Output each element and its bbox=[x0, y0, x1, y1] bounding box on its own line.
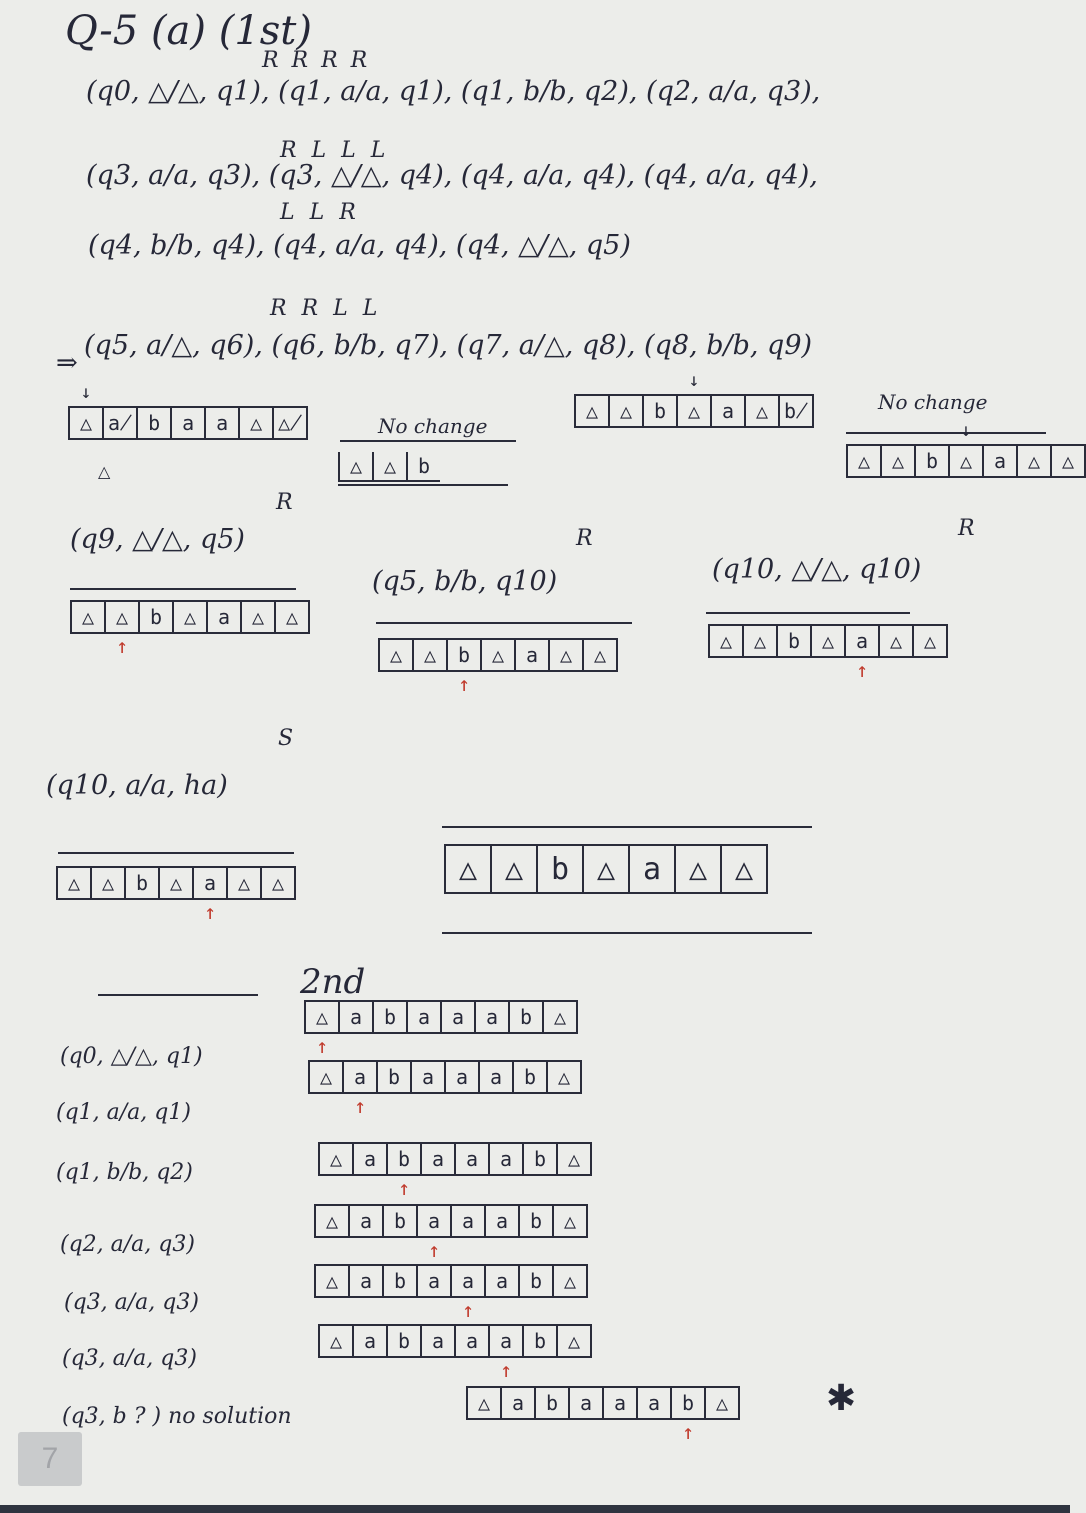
second-step-7: (q3, b ? ) no solution bbox=[62, 1404, 292, 1429]
tape-cell: a bbox=[354, 1326, 388, 1356]
tape-cell: a ↑ bbox=[418, 1206, 452, 1236]
tape-cell: a ↑ bbox=[452, 1266, 486, 1296]
tape-cell: △ bbox=[285, 605, 299, 629]
tape-a bbox=[68, 406, 308, 440]
tape-cell: a ↑ bbox=[344, 1062, 378, 1092]
tape-cell: b bbox=[510, 1002, 544, 1032]
second-step-4: (q2, a/a, q3) bbox=[60, 1232, 195, 1257]
tape-cell: a bbox=[984, 446, 1018, 476]
tape-overline bbox=[58, 852, 294, 854]
second-step-1: (q0, △/△, q1) bbox=[60, 1044, 203, 1069]
direction-q10: R bbox=[958, 516, 975, 541]
tape-cell: △ bbox=[576, 396, 610, 426]
tape-cell: △ bbox=[242, 602, 276, 632]
tape-cell: b bbox=[536, 1388, 570, 1418]
tape-cell: b bbox=[538, 846, 584, 892]
direction-labels-line1: R R R R bbox=[262, 48, 368, 73]
tape-cell: a bbox=[412, 1062, 446, 1092]
tape-cell: △ ↑ bbox=[306, 1002, 340, 1032]
tape-q9 bbox=[70, 600, 310, 634]
tape-cell: a bbox=[486, 1206, 520, 1236]
tape-cell: a bbox=[476, 1002, 510, 1032]
tape-cell: a bbox=[350, 1266, 384, 1296]
tape-cell: △ bbox=[320, 1144, 354, 1174]
tape-cell: b bbox=[520, 1266, 554, 1296]
tape-overline bbox=[442, 826, 812, 828]
direction-labels-line3: L L R bbox=[280, 200, 356, 225]
tape-cell: △ ↑ bbox=[106, 602, 140, 632]
tape-cell: △ bbox=[563, 1209, 577, 1233]
tape-cell: ↓ △ bbox=[678, 396, 712, 426]
tape-cell: △ bbox=[734, 851, 754, 887]
transition-line-1: (q0, △/△, q1), (q1, a/a, q1), (q1, b/b, q2), (q2, a/a, q3), bbox=[86, 76, 821, 107]
tape-cell: a bbox=[208, 602, 242, 632]
tape-cell: a ↑ bbox=[846, 626, 880, 656]
tape-cell: △ bbox=[848, 446, 882, 476]
tape-cell: △ bbox=[58, 868, 92, 898]
tape-cell: △ bbox=[380, 640, 414, 670]
tape-cell: △ bbox=[880, 626, 914, 656]
tape-cell: a bbox=[446, 1062, 480, 1092]
tape-cell: b bbox=[126, 868, 160, 898]
tape-cell: a bbox=[350, 1206, 384, 1236]
tape-cell: △ bbox=[1061, 449, 1075, 473]
page-title: Q-5 (a) (1st) bbox=[65, 8, 312, 54]
tape-cell: △ bbox=[715, 1391, 729, 1415]
tape-b bbox=[338, 452, 440, 482]
transition-line-3: (q4, b/b, q4), (q4, a/a, q4), (q4, △/△, q5) bbox=[88, 230, 631, 261]
tape-cell: a bbox=[490, 1144, 524, 1174]
tape-cell: △ bbox=[550, 640, 584, 670]
tape-cell: a bbox=[630, 846, 676, 892]
tape-cell: a bbox=[456, 1144, 490, 1174]
tape-cell: △ bbox=[374, 452, 408, 480]
tape-cell: ↓ △ bbox=[950, 446, 984, 476]
tape-cell: △ bbox=[310, 1062, 344, 1092]
tape-cell: a bbox=[638, 1388, 672, 1418]
tape-cell: △ bbox=[446, 846, 492, 892]
tape-cell: a bbox=[422, 1326, 456, 1356]
tape-cell: ↓ △ bbox=[70, 408, 104, 438]
direction-labels-line4: R R L L bbox=[270, 296, 378, 321]
tape-cell: a bbox=[418, 1266, 452, 1296]
tape-cell: a bbox=[442, 1002, 476, 1032]
second-tape-6 bbox=[318, 1324, 592, 1358]
tape-cell: △ bbox=[316, 1206, 350, 1236]
page-number: 7 bbox=[18, 1432, 82, 1486]
tape-cell: b bbox=[138, 408, 172, 438]
tape-cell: △ bbox=[584, 846, 630, 892]
tape-cell: a bbox=[712, 396, 746, 426]
tape-cell: b bbox=[374, 1002, 408, 1032]
transition-line-2: (q3, a/a, q3), (q3, △/△, q4), (q4, a/a, q4), (q4, a/a, q4), bbox=[86, 160, 818, 191]
tape-b-underline bbox=[338, 484, 508, 486]
tape-cell: △ bbox=[482, 640, 516, 670]
tape-cell: b bbox=[778, 626, 812, 656]
tape-cell: △ bbox=[492, 846, 538, 892]
tape-cell: a bbox=[354, 1144, 388, 1174]
tape-cell: △ bbox=[567, 1147, 581, 1171]
tape-c bbox=[574, 394, 814, 428]
tape-cell: b bbox=[514, 1062, 548, 1092]
direction-labels-line2: R L L L bbox=[280, 138, 386, 163]
note-underline bbox=[846, 432, 1046, 434]
tape-cell: b ↑ bbox=[448, 640, 482, 670]
tape-cell: △ bbox=[414, 640, 448, 670]
tape-cell: △ bbox=[882, 446, 916, 476]
direction-final: S bbox=[278, 726, 294, 751]
tape-cell: △ bbox=[174, 602, 208, 632]
tape-cell: a ↑ bbox=[194, 868, 228, 898]
tape-cell: △ bbox=[744, 626, 778, 656]
tape-cell: a bbox=[206, 408, 240, 438]
tape-cell: a bbox=[570, 1388, 604, 1418]
tape-cell: a bbox=[452, 1206, 486, 1236]
tape-cell: b ↑ bbox=[672, 1388, 706, 1418]
bottom-bar bbox=[0, 1505, 1070, 1513]
transition-q5: (q5, b/b, q10) bbox=[372, 566, 558, 597]
tape-cell: △ bbox=[468, 1388, 502, 1418]
tape-cell: △ bbox=[72, 602, 106, 632]
tape-q10 bbox=[708, 624, 948, 658]
tape-cell: △ bbox=[240, 408, 274, 438]
tape-q5 bbox=[378, 638, 618, 672]
tape-cell: △ bbox=[563, 1269, 577, 1293]
second-label: 2nd bbox=[300, 962, 366, 1002]
second-tape-5 bbox=[314, 1264, 588, 1298]
tape-overline bbox=[70, 588, 296, 590]
tape-cell: △ bbox=[710, 626, 744, 656]
second-step-5: (q3, a/a, q3) bbox=[64, 1290, 199, 1315]
tape-cell: a̸ bbox=[104, 408, 138, 438]
tape-cell: △ bbox=[271, 871, 285, 895]
transition-q10: (q10, △/△, q10) bbox=[712, 554, 922, 585]
tape-cell: b bbox=[524, 1326, 558, 1356]
tape-cell: b ↑ bbox=[388, 1144, 422, 1174]
section-divider bbox=[98, 994, 258, 996]
tape-cell: △ bbox=[320, 1326, 354, 1356]
tape-cell: b bbox=[520, 1206, 554, 1236]
tape-underline bbox=[442, 932, 812, 934]
second-tape-2 bbox=[308, 1060, 582, 1094]
no-change-note-2: No change bbox=[878, 390, 988, 414]
tape-cell: b bbox=[140, 602, 174, 632]
tape-cell: a bbox=[480, 1062, 514, 1092]
tape-cell: △ bbox=[316, 1266, 350, 1296]
tape-cell: b̸ bbox=[784, 399, 809, 423]
tape-cell: △̸ bbox=[278, 411, 303, 435]
tape-cell: a bbox=[516, 640, 550, 670]
tape-cell: △ bbox=[923, 629, 937, 653]
no-change-note-1: No change bbox=[378, 414, 488, 438]
tape-cell: b bbox=[417, 454, 431, 478]
second-step-2: (q1, a/a, q1) bbox=[56, 1100, 191, 1125]
final-tape bbox=[444, 844, 768, 894]
second-step-6: (q3, a/a, q3) bbox=[62, 1346, 197, 1371]
transition-final: (q10, a/a, ha) bbox=[46, 770, 228, 801]
tape-cell: △ bbox=[610, 396, 644, 426]
second-tape-7 bbox=[466, 1386, 740, 1420]
tape-cell: △ bbox=[567, 1329, 581, 1353]
tape-cell: △ bbox=[553, 1005, 567, 1029]
tape-cell: b bbox=[384, 1206, 418, 1236]
tape-cell: b bbox=[388, 1326, 422, 1356]
tape-overline bbox=[376, 622, 632, 624]
second-tape-3 bbox=[318, 1142, 592, 1176]
tape-cell: b bbox=[524, 1144, 558, 1174]
tape-cell: △ bbox=[593, 643, 607, 667]
transition-line-4: (q5, a/△, q6), (q6, b/b, q7), (q7, a/△, q8), (q8, b/b, q9) bbox=[84, 330, 813, 361]
direction-q5: R bbox=[576, 526, 593, 551]
direction-q9: R bbox=[276, 490, 293, 515]
second-step-3: (q1, b/b, q2) bbox=[56, 1160, 193, 1185]
tape-cell: a bbox=[502, 1388, 536, 1418]
tape-cell: △ bbox=[92, 868, 126, 898]
tape-cell: △ bbox=[676, 846, 722, 892]
tape-cell: a bbox=[456, 1326, 490, 1356]
tape-cell: b bbox=[378, 1062, 412, 1092]
tape-cell: a bbox=[486, 1266, 520, 1296]
tape-cell: a bbox=[422, 1144, 456, 1174]
tape-cell: b bbox=[916, 446, 950, 476]
tape-cell: △ bbox=[228, 868, 262, 898]
tape-cell: a bbox=[604, 1388, 638, 1418]
second-tape-4 bbox=[314, 1204, 588, 1238]
tape-a-sub-symbol: △ bbox=[98, 462, 111, 481]
tape-d bbox=[846, 444, 1086, 478]
note-underline bbox=[340, 440, 516, 442]
implies-arrow: ⇒ bbox=[56, 348, 78, 378]
tape-overline bbox=[706, 612, 910, 614]
tape-cell: a ↑ bbox=[490, 1326, 524, 1356]
tape-cell: △ bbox=[746, 396, 780, 426]
tape-cell: b bbox=[644, 396, 678, 426]
transition-q9: (q9, △/△, q5) bbox=[70, 524, 245, 555]
tape-cell: △ bbox=[340, 452, 374, 480]
star-mark: ✱ bbox=[826, 1378, 857, 1419]
tape-cell: △ bbox=[812, 626, 846, 656]
tape-cell: b bbox=[384, 1266, 418, 1296]
tape-cell: △ bbox=[160, 868, 194, 898]
tape-cell: a bbox=[340, 1002, 374, 1032]
tape-cell: △ bbox=[557, 1065, 571, 1089]
tape-cell: △ bbox=[1018, 446, 1052, 476]
second-tape-1 bbox=[304, 1000, 578, 1034]
tape-cell: a bbox=[408, 1002, 442, 1032]
tape-final-step bbox=[56, 866, 296, 900]
tape-cell: a bbox=[172, 408, 206, 438]
